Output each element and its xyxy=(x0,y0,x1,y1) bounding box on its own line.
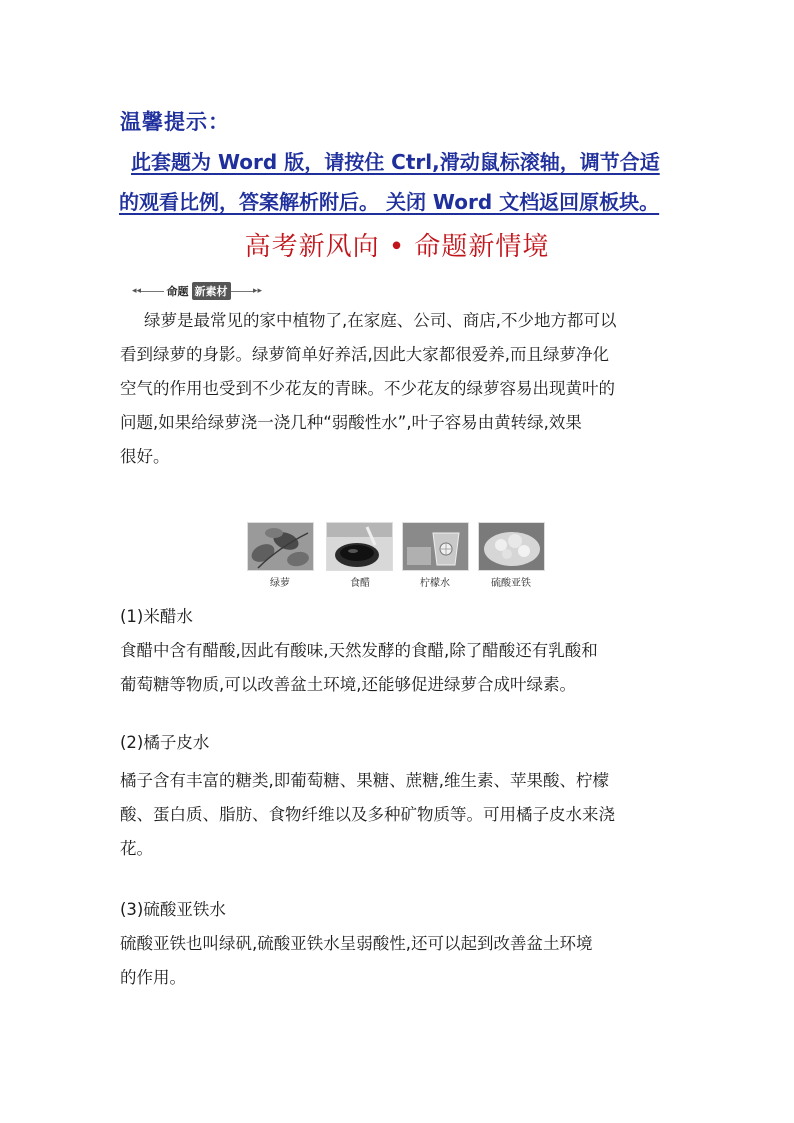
photo-caption: 绿萝 xyxy=(270,578,290,589)
section-2 xyxy=(120,726,680,866)
section-heading: (1)米醋水 xyxy=(120,607,193,626)
pothos-plant-photo xyxy=(247,522,314,571)
vinegar-bowl-photo xyxy=(326,522,393,571)
photo-strip xyxy=(247,522,547,592)
left-arrow-icon: ◂◂ xyxy=(132,286,142,296)
section-heading: (3)硫酸亚铁水 xyxy=(120,900,226,919)
intro-paragraph xyxy=(120,304,680,474)
paragraph-line: 橘子含有丰富的糖类,即葡萄糖、果糖、蔗糖,维生素、苹果酸、柠檬 xyxy=(120,771,609,790)
paragraph-line: 问题,如果给绿萝浇一浇几种“弱酸性水”,叶子容易由黄转绿,效果 xyxy=(120,413,582,432)
section-1 xyxy=(120,600,680,702)
paragraph-line: 食醋中含有醋酸,因此有酸味,天然发酵的食醋,除了醋酸还有乳酸和 xyxy=(120,641,598,660)
paragraph-line: 空气的作用也受到不少花友的青睐。不少花友的绿萝容易出现黄叶的 xyxy=(120,379,615,398)
paragraph-line: 看到绿萝的身影。绿萝简单好养活,因此大家都很爱养,而且绿萝净化 xyxy=(120,345,609,364)
paragraph-line: 硫酸亚铁也叫绿矾,硫酸亚铁水呈弱酸性,还可以起到改善盆土环境 xyxy=(120,934,593,953)
photo-caption: 食醋 xyxy=(350,578,370,589)
section-tag-label: 命题 xyxy=(166,285,189,298)
paragraph-line: 的作用。 xyxy=(120,968,186,987)
ferrous-sulfate-photo xyxy=(478,522,545,571)
paragraph-line: 酸、蛋白质、脂肪、食物纤维以及多种矿物质等。可用橘子皮水来浇 xyxy=(120,805,615,824)
notice-title: 温馨提示： xyxy=(120,110,230,134)
paragraph-line: 绿萝是最常见的家中植物了,在家庭、公司、商店,不少地方都可以 xyxy=(144,311,617,330)
section-3 xyxy=(120,893,680,995)
photo-caption: 柠檬水 xyxy=(420,578,450,589)
photo-caption: 硫酸亚铁 xyxy=(491,578,531,589)
paragraph-line: 很好。 xyxy=(120,447,170,466)
main-title: 高考新风向 • 命题新情境 xyxy=(244,232,550,262)
section-tag-badge: 新素材 xyxy=(192,282,231,300)
notice-line-1: 此套题为 Word 版，请按住 Ctrl,滑动鼠标滚轴，调节合适 xyxy=(131,150,660,174)
section-heading: (2)橘子皮水 xyxy=(120,733,210,752)
paragraph-line: 葡萄糖等物质,可以改善盆土环境,还能够促进绿萝合成叶绿素。 xyxy=(120,675,576,694)
lemon-water-photo xyxy=(402,522,469,571)
section-tag xyxy=(132,282,262,300)
divider-rule xyxy=(141,291,163,292)
notice-line-2: 的观看比例，答案解析附后。 关闭 Word 文档返回原板块。 xyxy=(119,190,660,214)
divider-rule xyxy=(231,291,253,292)
right-arrow-icon: ▸▸ xyxy=(252,286,262,296)
paragraph-line: 花。 xyxy=(120,839,153,858)
